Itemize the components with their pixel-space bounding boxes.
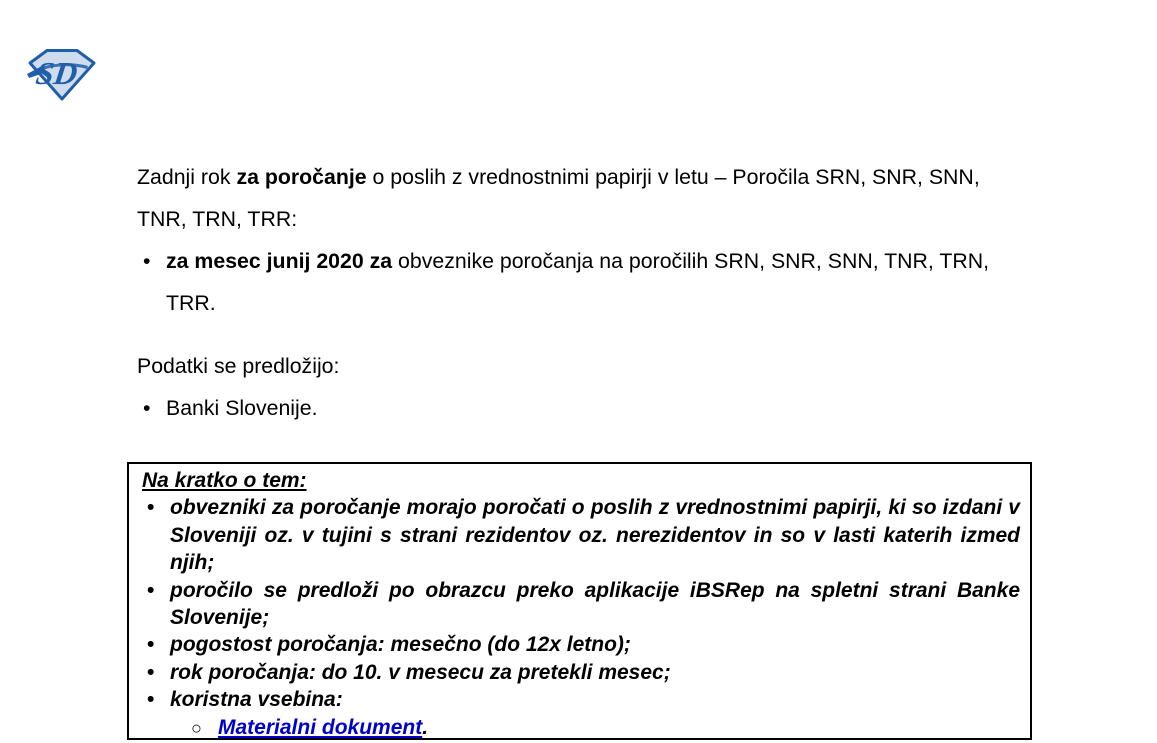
list-item-text: obveznike poročanja na poročilih SRN, SNR, SNN, TNR, TRN, TRR. [166,249,990,315]
logo-letters: SD [33,55,80,91]
paragraph-text: o poslih z vrednostnimi papirji v letu – Poročila SRN, SNR, SNN, TNR, TRN, TRR: [137,165,980,231]
list-item [137,387,1025,429]
bullet-icon: • [147,633,155,657]
bullet-icon: • [143,249,151,273]
infobox-list-item [142,659,1020,686]
paragraph-text: Podatki se predložijo: [137,354,340,378]
infobox-body [142,467,1020,741]
bullet-list-months [137,240,1025,324]
materialni-dokument-link[interactable]: Materialni dokument [218,715,423,739]
summary-infobox [127,462,1032,740]
list-item-text-bold: za mesec junij 2020 za [166,249,393,273]
circle-bullet-icon: ○ [191,717,202,738]
link-suffix: . [422,715,429,739]
paragraph-text: Zadnji rok [137,165,237,189]
sd-logo [26,47,98,103]
infobox-list-item [142,686,1020,741]
infobox-list-item [142,577,1020,632]
bullet-list-recipient [137,387,1025,429]
paragraph-text-bold: za poročanje [236,165,367,189]
bullet-icon: • [147,578,155,602]
infobox-item-text: obvezniki za poročanje morajo poročati o poslih z vrednostnimi papirji, ki so izdani v Sloveniji oz. v tujini s strani rezidentov oz. nerezidentov in so v lasti katerih izmed njih; [170,496,1020,575]
bullet-icon: • [147,496,155,520]
infobox-title: Na kratko o tem: [142,469,307,492]
infobox-list-item [142,494,1020,576]
infobox-item-text: rok poročanja: do 10. v mesecu za pretekli mesec; [170,660,671,684]
infobox-item-text: poročilo se predloži po obrazcu preko aplikacije iBSRep na spletni strani Banke Slovenije; [170,578,1020,630]
bullet-icon: • [147,688,155,712]
infobox-item-text: pogostost poročanja: mesečno (do 12x letno); [170,633,631,657]
infobox-item-text: koristna vsebina: [170,688,343,712]
paragraph-submission [137,345,1025,387]
infobox-list-item [142,631,1020,658]
sd-shield-icon [26,47,98,103]
list-item [137,240,1025,324]
list-item-text: Banki Slovenije. [166,396,318,420]
bullet-icon: • [147,660,155,684]
bullet-icon: • [143,396,151,420]
infobox-sub-list-item [170,714,1020,741]
paragraph-deadline [137,156,1025,240]
